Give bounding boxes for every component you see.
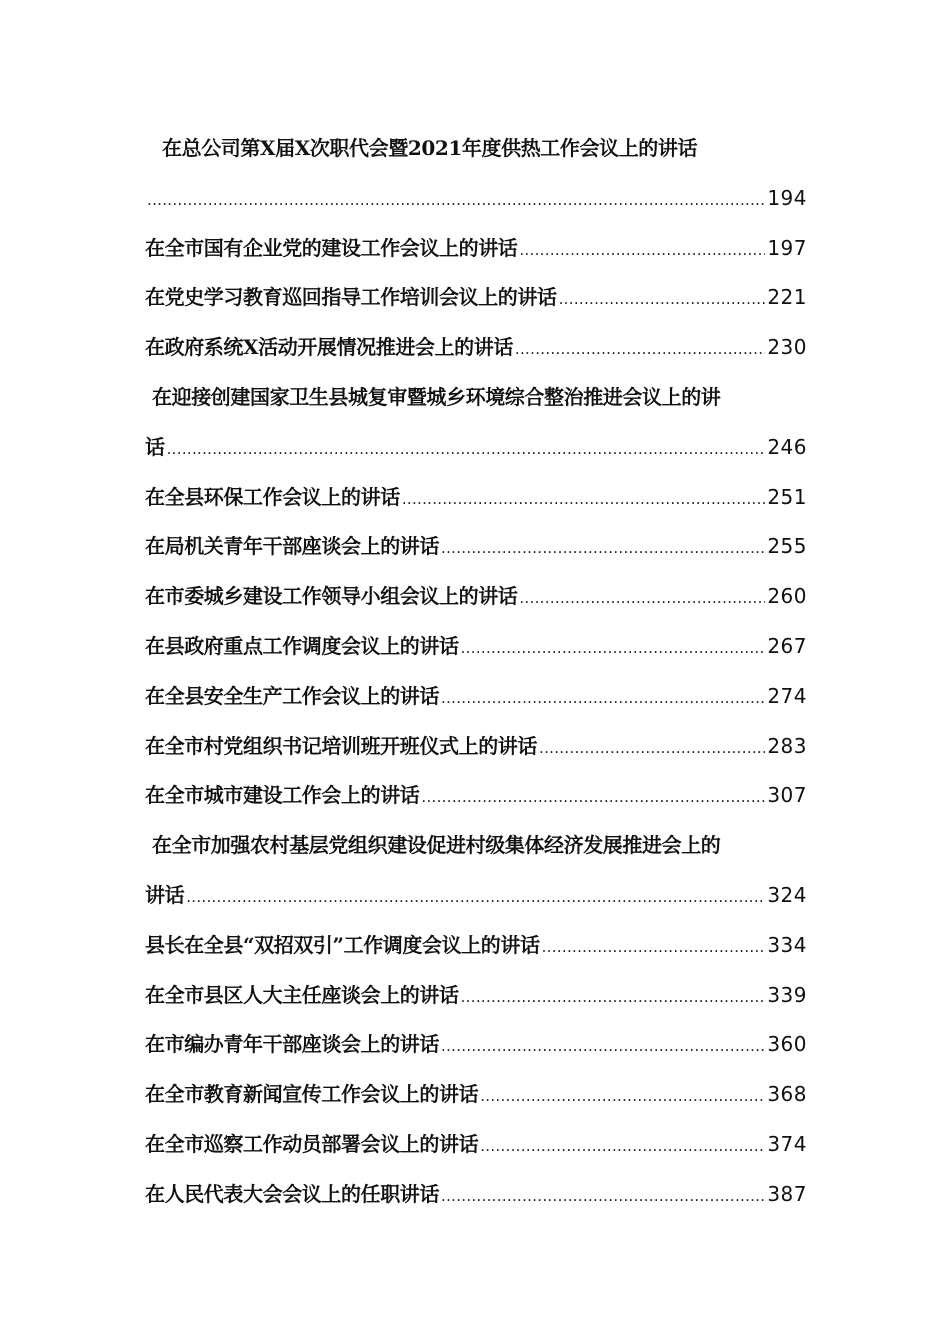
- toc-entry[interactable]: [145, 1020, 807, 1070]
- dot-leader: [402, 475, 766, 523]
- dot-leader: [539, 724, 765, 772]
- toc-entry-title: 在全市巡察工作动员部署会议上的讲话: [145, 1131, 479, 1156]
- toc-entry[interactable]: [145, 572, 807, 622]
- toc-entry-title: 在全市教育新闻宣传工作会议上的讲话: [145, 1082, 479, 1107]
- toc-page-number: 255: [767, 534, 807, 559]
- toc-entry-title: 在迎接创建国家卫生县城复审暨城乡环境综合整治推进会议上的讲: [152, 384, 721, 409]
- toc-page-number: 360: [767, 1032, 807, 1057]
- toc-page-number: 334: [767, 932, 807, 957]
- dot-leader: [559, 275, 766, 323]
- toc-entry-title: 在县政府重点工作调度会议上的讲话: [145, 633, 459, 658]
- toc-entry[interactable]: [145, 174, 807, 224]
- toc-entry[interactable]: [145, 522, 807, 572]
- toc-page-number: 260: [767, 584, 807, 609]
- dot-leader: [441, 1022, 765, 1070]
- toc-entry-title: 在全市国有企业党的建设工作会议上的讲话: [145, 235, 518, 260]
- toc-entry[interactable]: [145, 423, 807, 473]
- toc-entry[interactable]: [145, 971, 807, 1021]
- toc-page-number: 339: [767, 982, 807, 1007]
- toc-entry[interactable]: [145, 871, 807, 921]
- toc-entry[interactable]: [145, 224, 807, 274]
- toc-page-number: 274: [767, 683, 807, 708]
- toc-entry-title: 在市编办青年干部座谈会上的讲话: [145, 1032, 439, 1057]
- toc-entry-title: 在全县环保工作会议上的讲话: [145, 484, 400, 509]
- toc-entry[interactable]: [145, 672, 807, 722]
- toc-page-number: 283: [767, 733, 807, 758]
- toc-entry-title: 县长在全县“双招双引”工作调度会议上的讲话: [145, 932, 540, 957]
- toc-entry-title: 在党史学习教育巡回指导工作培训会议上的讲话: [145, 285, 557, 310]
- dot-leader: [519, 574, 765, 622]
- dot-leader: [441, 524, 765, 572]
- toc-entry-title: 在全市村党组织书记培训班开班仪式上的讲话: [145, 733, 537, 758]
- toc-entry-title: 讲话: [145, 882, 185, 907]
- toc-entry[interactable]: [145, 1120, 807, 1170]
- toc-entry-title-line: [145, 373, 807, 423]
- toc-page-number: 307: [767, 783, 807, 808]
- toc-entry[interactable]: [145, 323, 807, 373]
- toc-page-number: 197: [767, 235, 807, 260]
- toc-entry-title: 在全市城市建设工作会上的讲话: [145, 783, 420, 808]
- toc-entry[interactable]: [145, 622, 807, 672]
- toc-entry[interactable]: [145, 771, 807, 821]
- toc-page-number: 267: [767, 633, 807, 658]
- toc-entry-title: 在人民代表大会会议上的任职讲话: [145, 1181, 439, 1206]
- dot-leader: [441, 674, 765, 722]
- dot-leader: [441, 1172, 765, 1220]
- toc-page-number: 221: [767, 285, 807, 310]
- toc-entry-title-line: [145, 124, 807, 174]
- toc-page-number: 387: [767, 1181, 807, 1206]
- toc-page-number: 230: [767, 335, 807, 360]
- dot-leader: [519, 226, 765, 274]
- dot-leader: [542, 923, 766, 971]
- toc-entry-title: 在市委城乡建设工作领导小组会议上的讲话: [145, 584, 518, 609]
- toc-page-number: 368: [767, 1082, 807, 1107]
- dot-leader: [480, 1122, 765, 1170]
- toc-entry-title: 在全市加强农村基层党组织建设促进村级集体经济发展推进会上的: [152, 833, 721, 858]
- toc-page-number: 374: [767, 1131, 807, 1156]
- toc-page-number: 324: [767, 882, 807, 907]
- toc-page-number: 246: [767, 434, 807, 459]
- table-of-contents: [145, 124, 807, 1220]
- dot-leader: [186, 873, 765, 921]
- toc-entry[interactable]: [145, 1070, 807, 1120]
- toc-entry[interactable]: [145, 722, 807, 772]
- toc-page-number: 194: [767, 185, 807, 210]
- toc-entry[interactable]: [145, 273, 807, 323]
- dot-leader: [480, 1072, 765, 1120]
- toc-page-number: 251: [767, 484, 807, 509]
- dot-leader: [421, 773, 765, 821]
- dot-leader: [167, 425, 766, 473]
- toc-entry-title: 在政府系统Ⅹ活动开展情况推进会上的讲话: [145, 335, 513, 360]
- toc-entry[interactable]: [145, 473, 807, 523]
- toc-entry-title-line: [145, 821, 807, 871]
- toc-entry-title: 在局机关青年干部座谈会上的讲话: [145, 534, 439, 559]
- dot-leader: [461, 973, 766, 1021]
- dot-leader: [461, 624, 766, 672]
- toc-entry[interactable]: [145, 1170, 807, 1220]
- toc-entry-title: 在全市县区人大主任座谈会上的讲话: [145, 982, 459, 1007]
- dot-leader: [147, 176, 765, 224]
- dot-leader: [515, 325, 765, 373]
- toc-entry-title: 在全县安全生产工作会议上的讲话: [145, 683, 439, 708]
- toc-entry-title: 在总公司第Ⅹ届Ⅹ次职代会暨2021年度供热工作会议上的讲话: [162, 136, 698, 160]
- toc-entry-title: 话: [145, 434, 165, 459]
- toc-entry[interactable]: [145, 921, 807, 971]
